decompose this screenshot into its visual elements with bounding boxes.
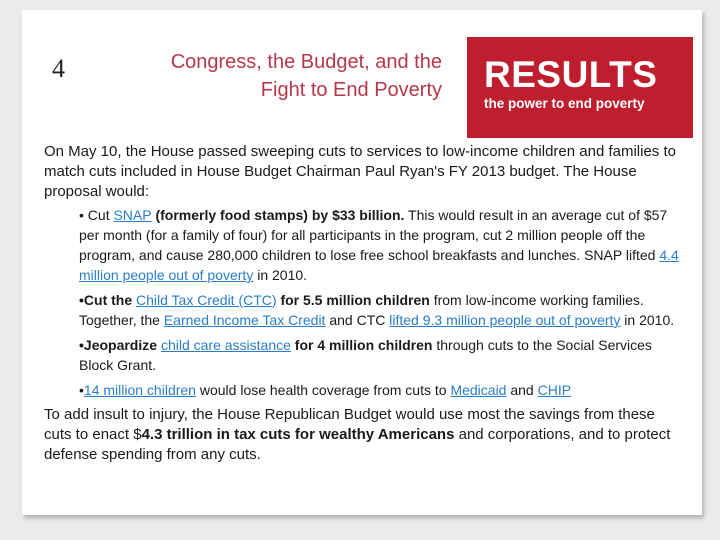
bullet-text: would lose health coverage from cuts to bbox=[195, 382, 451, 398]
bullet-text: through cuts to the Social Services Block Grant. bbox=[79, 337, 652, 373]
logo-wordmark: RESULTS bbox=[484, 54, 658, 95]
link-14-million-children[interactable]: 14 million children bbox=[83, 382, 196, 398]
results-logo bbox=[467, 37, 693, 138]
slide-number: 4 bbox=[52, 54, 65, 83]
link-child-tax-credit[interactable]: Child Tax Credit (CTC) bbox=[136, 292, 277, 308]
title-line-2: Fight to End Poverty bbox=[260, 79, 442, 101]
link-medicaid[interactable]: Medicaid bbox=[450, 382, 507, 398]
bullet-text: in 2010. bbox=[620, 312, 675, 328]
bullet-text: • bbox=[79, 382, 84, 398]
bullet-text: in 2010. bbox=[253, 267, 308, 283]
bullet-text: • Cut bbox=[79, 207, 114, 223]
slide-title bbox=[130, 48, 442, 104]
slide-body bbox=[44, 142, 684, 465]
bullet-bold: for 5.5 million children bbox=[276, 292, 430, 308]
bullet-ctc bbox=[79, 290, 684, 330]
bullet-child-care bbox=[79, 335, 684, 375]
bullet-snap bbox=[79, 205, 684, 285]
intro-paragraph: On May 10, the House passed sweeping cuts to services to low-income children and families to match cuts included in House Budget Chairman Paul Ryan's FY 2013 budget. The House proposal would: bbox=[44, 143, 676, 200]
link-snap[interactable]: SNAP bbox=[113, 207, 152, 223]
bullet-text: This would result in an average cut of $57 per month (for a family of four) for all participants in the program, cut 2 million people off the program, and cause 280,000 children to lose free school breakfasts and lunches. SNAP lifted bbox=[79, 207, 668, 263]
closing-text: To add insult to injury, the House Republican Budget would use most the savings from these cuts to enact $ bbox=[44, 406, 655, 443]
bullet-list bbox=[79, 205, 684, 400]
link-child-care-assistance[interactable]: child care assistance bbox=[160, 337, 291, 353]
bullet-health bbox=[79, 380, 684, 400]
closing-paragraph bbox=[44, 405, 684, 465]
bullet-bold: •Cut the bbox=[79, 292, 137, 308]
link-chip[interactable]: CHIP bbox=[537, 382, 572, 398]
link-snap-poverty[interactable]: 4.4 million people out of poverty bbox=[79, 247, 679, 283]
bullet-bold: for 4 million children bbox=[290, 337, 433, 353]
title-line-1: Congress, the Budget, and the bbox=[170, 51, 442, 73]
closing-text: and corporations, and to protect defense spending from any cuts. bbox=[44, 426, 671, 463]
bullet-bold: (formerly food stamps) by $33 billion. bbox=[151, 207, 405, 223]
link-ctc-poverty[interactable]: lifted 9.3 million people out of poverty bbox=[389, 312, 621, 328]
link-eitc[interactable]: Earned Income Tax Credit bbox=[163, 312, 326, 328]
closing-bold: 4.3 trillion in tax cuts for wealthy Americans bbox=[141, 426, 455, 443]
bullet-bold: •Jeopardize bbox=[79, 337, 161, 353]
logo-tagline: the power to end poverty bbox=[484, 96, 645, 111]
bullet-text: and CTC bbox=[325, 312, 390, 328]
bullet-text: and bbox=[506, 382, 538, 398]
bullet-text: from low-income working families. Together, the bbox=[79, 292, 644, 328]
